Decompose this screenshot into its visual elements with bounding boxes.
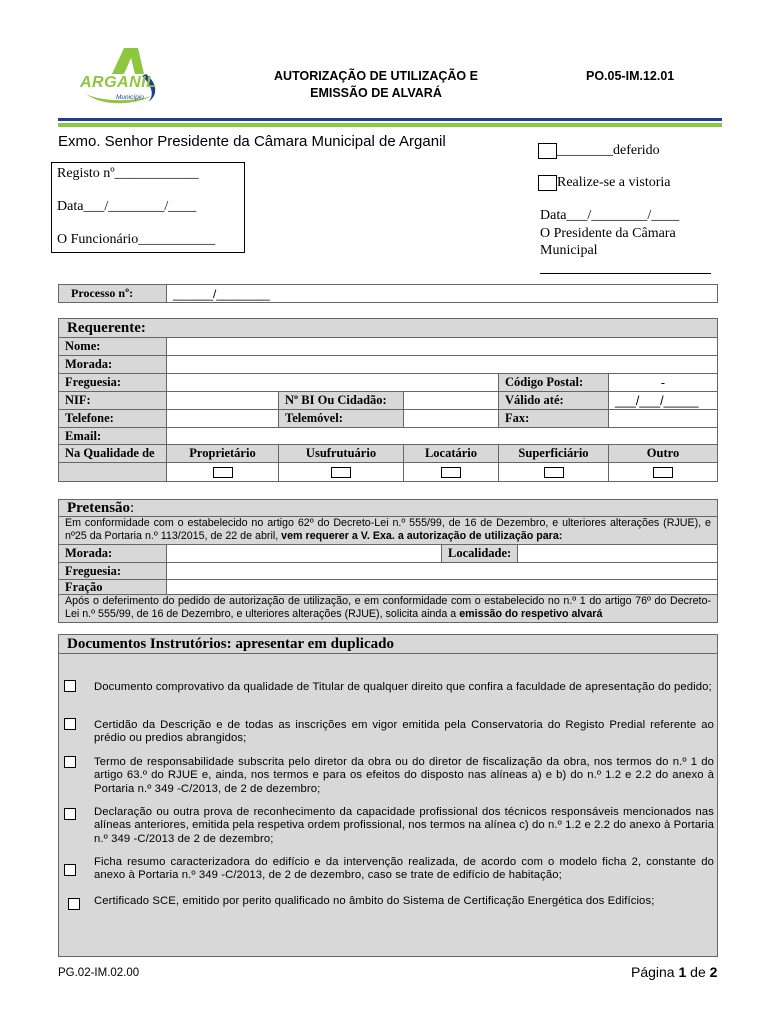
- form-title-line2: EMISSÃO DE ALVARÁ: [310, 86, 442, 100]
- page-indicator: [631, 964, 717, 980]
- pretensao-intro-bold: vem requerer a V. Exa. a autorização de utilização para:: [281, 529, 563, 542]
- option-proprietario-checkbox[interactable]: [213, 467, 233, 478]
- pretensao-header: [58, 499, 718, 517]
- option-usufrutuario-checkbox[interactable]: [331, 467, 351, 478]
- option-proprietario-cell: [167, 463, 279, 481]
- option-locatario-cell: [404, 463, 499, 481]
- documentos-title: Documentos Instrutórios: apresentar em duplicado: [67, 636, 394, 652]
- pretensao-after-bold: emissão do respetivo alvará: [459, 607, 603, 620]
- doc-item-2-text: Certidão da Descrição e de todas as inscrições em vigor emitida pela Conservatoria do Registo Predial referente ao prédio ou predios abrangidos;: [94, 719, 714, 745]
- option-superficiario-checkbox[interactable]: [544, 467, 564, 478]
- doc-item-3-text: Termo de responsabilidade subscrita pelo diretor da obra ou do diretor de fiscalização da obra, nos termos do n.º 1 do artigo 63.º do RJUE e, ainda, nos termos e para os efeitos do disposto nas alíneas a) e b) do n.º 1.2 e 2.2 do anexo à Portaria n.º 349 -C/2013, de 2 de dezembro;: [94, 756, 714, 795]
- qualidade-row: [58, 445, 718, 463]
- telemovel-label: Telemóvel:: [279, 410, 404, 427]
- option-usufrutuario-label: Usufrutuário: [279, 445, 404, 462]
- form-title: [246, 68, 506, 102]
- fracao-field[interactable]: [167, 580, 717, 594]
- nome-label: Nome:: [59, 338, 167, 355]
- doc-item-5-text: Ficha resumo caracterizadora do edifício e da intervenção realizada, de acordo com o modelo ficha 2, constante do anexo à Portaria n.º 349 -C/2013, de 2 de dezembro, caso se trate de edifício de habitação;: [94, 856, 714, 882]
- pretensao-morada-field[interactable]: [167, 545, 442, 562]
- doc-item-6-checkbox[interactable]: [68, 898, 80, 910]
- codigo-postal-field[interactable]: -: [609, 374, 717, 391]
- option-proprietario-label: Proprietário: [167, 445, 279, 462]
- requerente-header: [58, 318, 718, 338]
- doc-item-6-text: Certificado SCE, emitido por perito qualificado no âmbito do Sistema de Certificação Energética dos Edifícios;: [94, 895, 655, 907]
- page-word: Página: [631, 964, 675, 980]
- telefone-row: [58, 410, 718, 428]
- fax-label: Fax:: [499, 410, 609, 427]
- fracao-label: Fração: [59, 580, 167, 594]
- valido-field[interactable]: ___/___/_____: [609, 392, 717, 409]
- presidente-line2: Municipal: [540, 243, 598, 258]
- deferido-row: [538, 143, 660, 159]
- pretensao-title: Pretensão: [67, 500, 131, 516]
- telemovel-field[interactable]: [404, 410, 499, 427]
- option-locatario-label: Locatário: [404, 445, 499, 462]
- nif-label: NIF:: [59, 392, 167, 409]
- morada-label: Morada:: [59, 356, 167, 373]
- freguesia-field[interactable]: [167, 374, 499, 391]
- nome-field[interactable]: [167, 338, 717, 355]
- nif-row: [58, 392, 718, 410]
- processo-row: [58, 284, 718, 303]
- addressee: Exmo. Senhor Presidente da Câmara Municipal de Arganil: [58, 133, 446, 150]
- option-superficiario-cell: [499, 463, 609, 481]
- deferido-checkbox[interactable]: [538, 143, 557, 159]
- bi-label: Nº BI Ou Cidadão:: [279, 392, 404, 409]
- bi-field[interactable]: [404, 392, 499, 409]
- pretensao-intro: [58, 517, 718, 545]
- option-outro-cell: [609, 463, 717, 481]
- vistoria-label: Realize-se a vistoria: [557, 175, 671, 190]
- qualidade-spacer: [59, 463, 167, 481]
- doc-item-2-checkbox[interactable]: [64, 718, 76, 730]
- pretensao-freguesia-row: [58, 563, 718, 580]
- registo-box: [51, 162, 245, 253]
- processo-label: Processo nº:: [59, 285, 167, 302]
- doc-item-6: [68, 896, 714, 910]
- logo-subtitle: Município: [116, 94, 144, 101]
- pretensao-freguesia-label: Freguesia:: [59, 563, 167, 579]
- page-of-word: de: [690, 964, 706, 980]
- page-total: 2: [709, 964, 718, 980]
- nome-row: [58, 338, 718, 356]
- freguesia-row: [58, 374, 718, 392]
- freguesia-label: Freguesia:: [59, 374, 167, 391]
- deferido-label: ________deferido: [557, 143, 660, 158]
- doc-item-1-checkbox[interactable]: [64, 680, 76, 692]
- registo-funcionario-field[interactable]: O Funcionário___________: [57, 232, 216, 247]
- valido-label: Válido até:: [499, 392, 609, 409]
- morada-field[interactable]: [167, 356, 717, 373]
- registo-data-field[interactable]: Data___/________/____: [57, 199, 197, 214]
- codigo-postal-label: Código Postal:: [499, 374, 609, 391]
- logo-word: ARGANIL: [80, 74, 157, 91]
- pretensao-freguesia-field[interactable]: [167, 563, 717, 579]
- option-superficiario-label: Superficiário: [499, 445, 609, 462]
- pretensao-morada-row: [58, 545, 718, 563]
- presidente-line1: O Presidente da Câmara: [540, 226, 676, 241]
- page-current: 1: [678, 964, 687, 980]
- header-rule-green: [58, 123, 722, 127]
- footer-code: PG.02-IM.02.00: [58, 967, 140, 979]
- option-outro-checkbox[interactable]: [653, 467, 673, 478]
- doc-item-2: [64, 716, 714, 745]
- localidade-field[interactable]: [518, 545, 717, 562]
- email-label: Email:: [59, 428, 167, 444]
- doc-item-4: [64, 806, 714, 845]
- doc-item-4-text: Declaração ou outra prova de reconhecimento da capacidade profissional dos técnicos responsáveis mencionados nas alíneas anteriores, emitida pela respetiva ordem profissional, nos termos na alínea c) do n.º 1.2 e 2.2 do anexo à Portaria n.º 349 -C/2013 de 2 de dezembro;: [94, 806, 714, 845]
- vistoria-checkbox[interactable]: [538, 175, 557, 191]
- fracao-row: [58, 580, 718, 595]
- signature-line[interactable]: [540, 273, 711, 274]
- telefone-field[interactable]: [167, 410, 279, 427]
- decision-box: [538, 140, 713, 275]
- vistoria-row: [538, 175, 671, 191]
- option-outro-label: Outro: [609, 445, 717, 462]
- pretensao-after: [58, 595, 718, 623]
- option-locatario-checkbox[interactable]: [441, 467, 461, 478]
- doc-item-3: [64, 754, 714, 795]
- doc-item-3-checkbox[interactable]: [64, 756, 76, 768]
- form-code: PO.05-IM.12.01: [586, 69, 675, 83]
- header-rule-blue: [58, 118, 722, 121]
- doc-item-4-checkbox[interactable]: [64, 808, 76, 820]
- qualidade-checkbox-row: [58, 463, 718, 482]
- logo: [72, 44, 182, 108]
- doc-item-1: [64, 678, 714, 692]
- option-usufrutuario-cell: [279, 463, 404, 481]
- doc-item-5: [64, 856, 714, 882]
- telefone-label: Telefone:: [59, 410, 167, 427]
- registo-field[interactable]: Registo nº____________: [57, 166, 199, 181]
- decision-data-field[interactable]: Data___/________/____: [540, 208, 680, 223]
- qualidade-label: Na Qualidade de: [59, 445, 167, 462]
- pretensao-intro-text: Em conformidade com o estabelecido no artigo 62º do Decreto-Lei n.º 555/99, de 16 de Dezembro, e ulteriores alterações (RJUE), e nº25 da Portaria n.º 113/2015, de 22 de abril,: [65, 517, 711, 542]
- processo-field[interactable]: ______/________: [167, 285, 717, 302]
- fax-field[interactable]: [609, 410, 717, 427]
- morada-row: [58, 356, 718, 374]
- pretensao-colon: :: [130, 500, 135, 516]
- nif-field[interactable]: [167, 392, 279, 409]
- documentos-header: [58, 634, 718, 654]
- email-row: [58, 428, 718, 445]
- doc-item-5-checkbox[interactable]: [64, 864, 76, 876]
- doc-item-1-text: Documento comprovativo da qualidade de Titular de qualquer direito que confira a faculdade de apresentação do pedido;: [94, 681, 712, 693]
- form-title-line1: AUTORIZAÇÃO DE UTILIZAÇÃO E: [274, 69, 478, 83]
- email-field[interactable]: [167, 428, 717, 444]
- pretensao-after-text: Após o deferimento do pedido de autorização de utilização, e em conformidade com o estabelecido no n.º 1 do artigo 76º do Decreto-Lei n.º 555/99, de 16 de Dezembro, e ulteriores alterações (RJUE), solicita ainda a: [65, 595, 711, 620]
- pretensao-morada-label: Morada:: [59, 545, 167, 562]
- localidade-label: Localidade:: [442, 545, 518, 562]
- requerente-title: Requerente:: [67, 320, 146, 336]
